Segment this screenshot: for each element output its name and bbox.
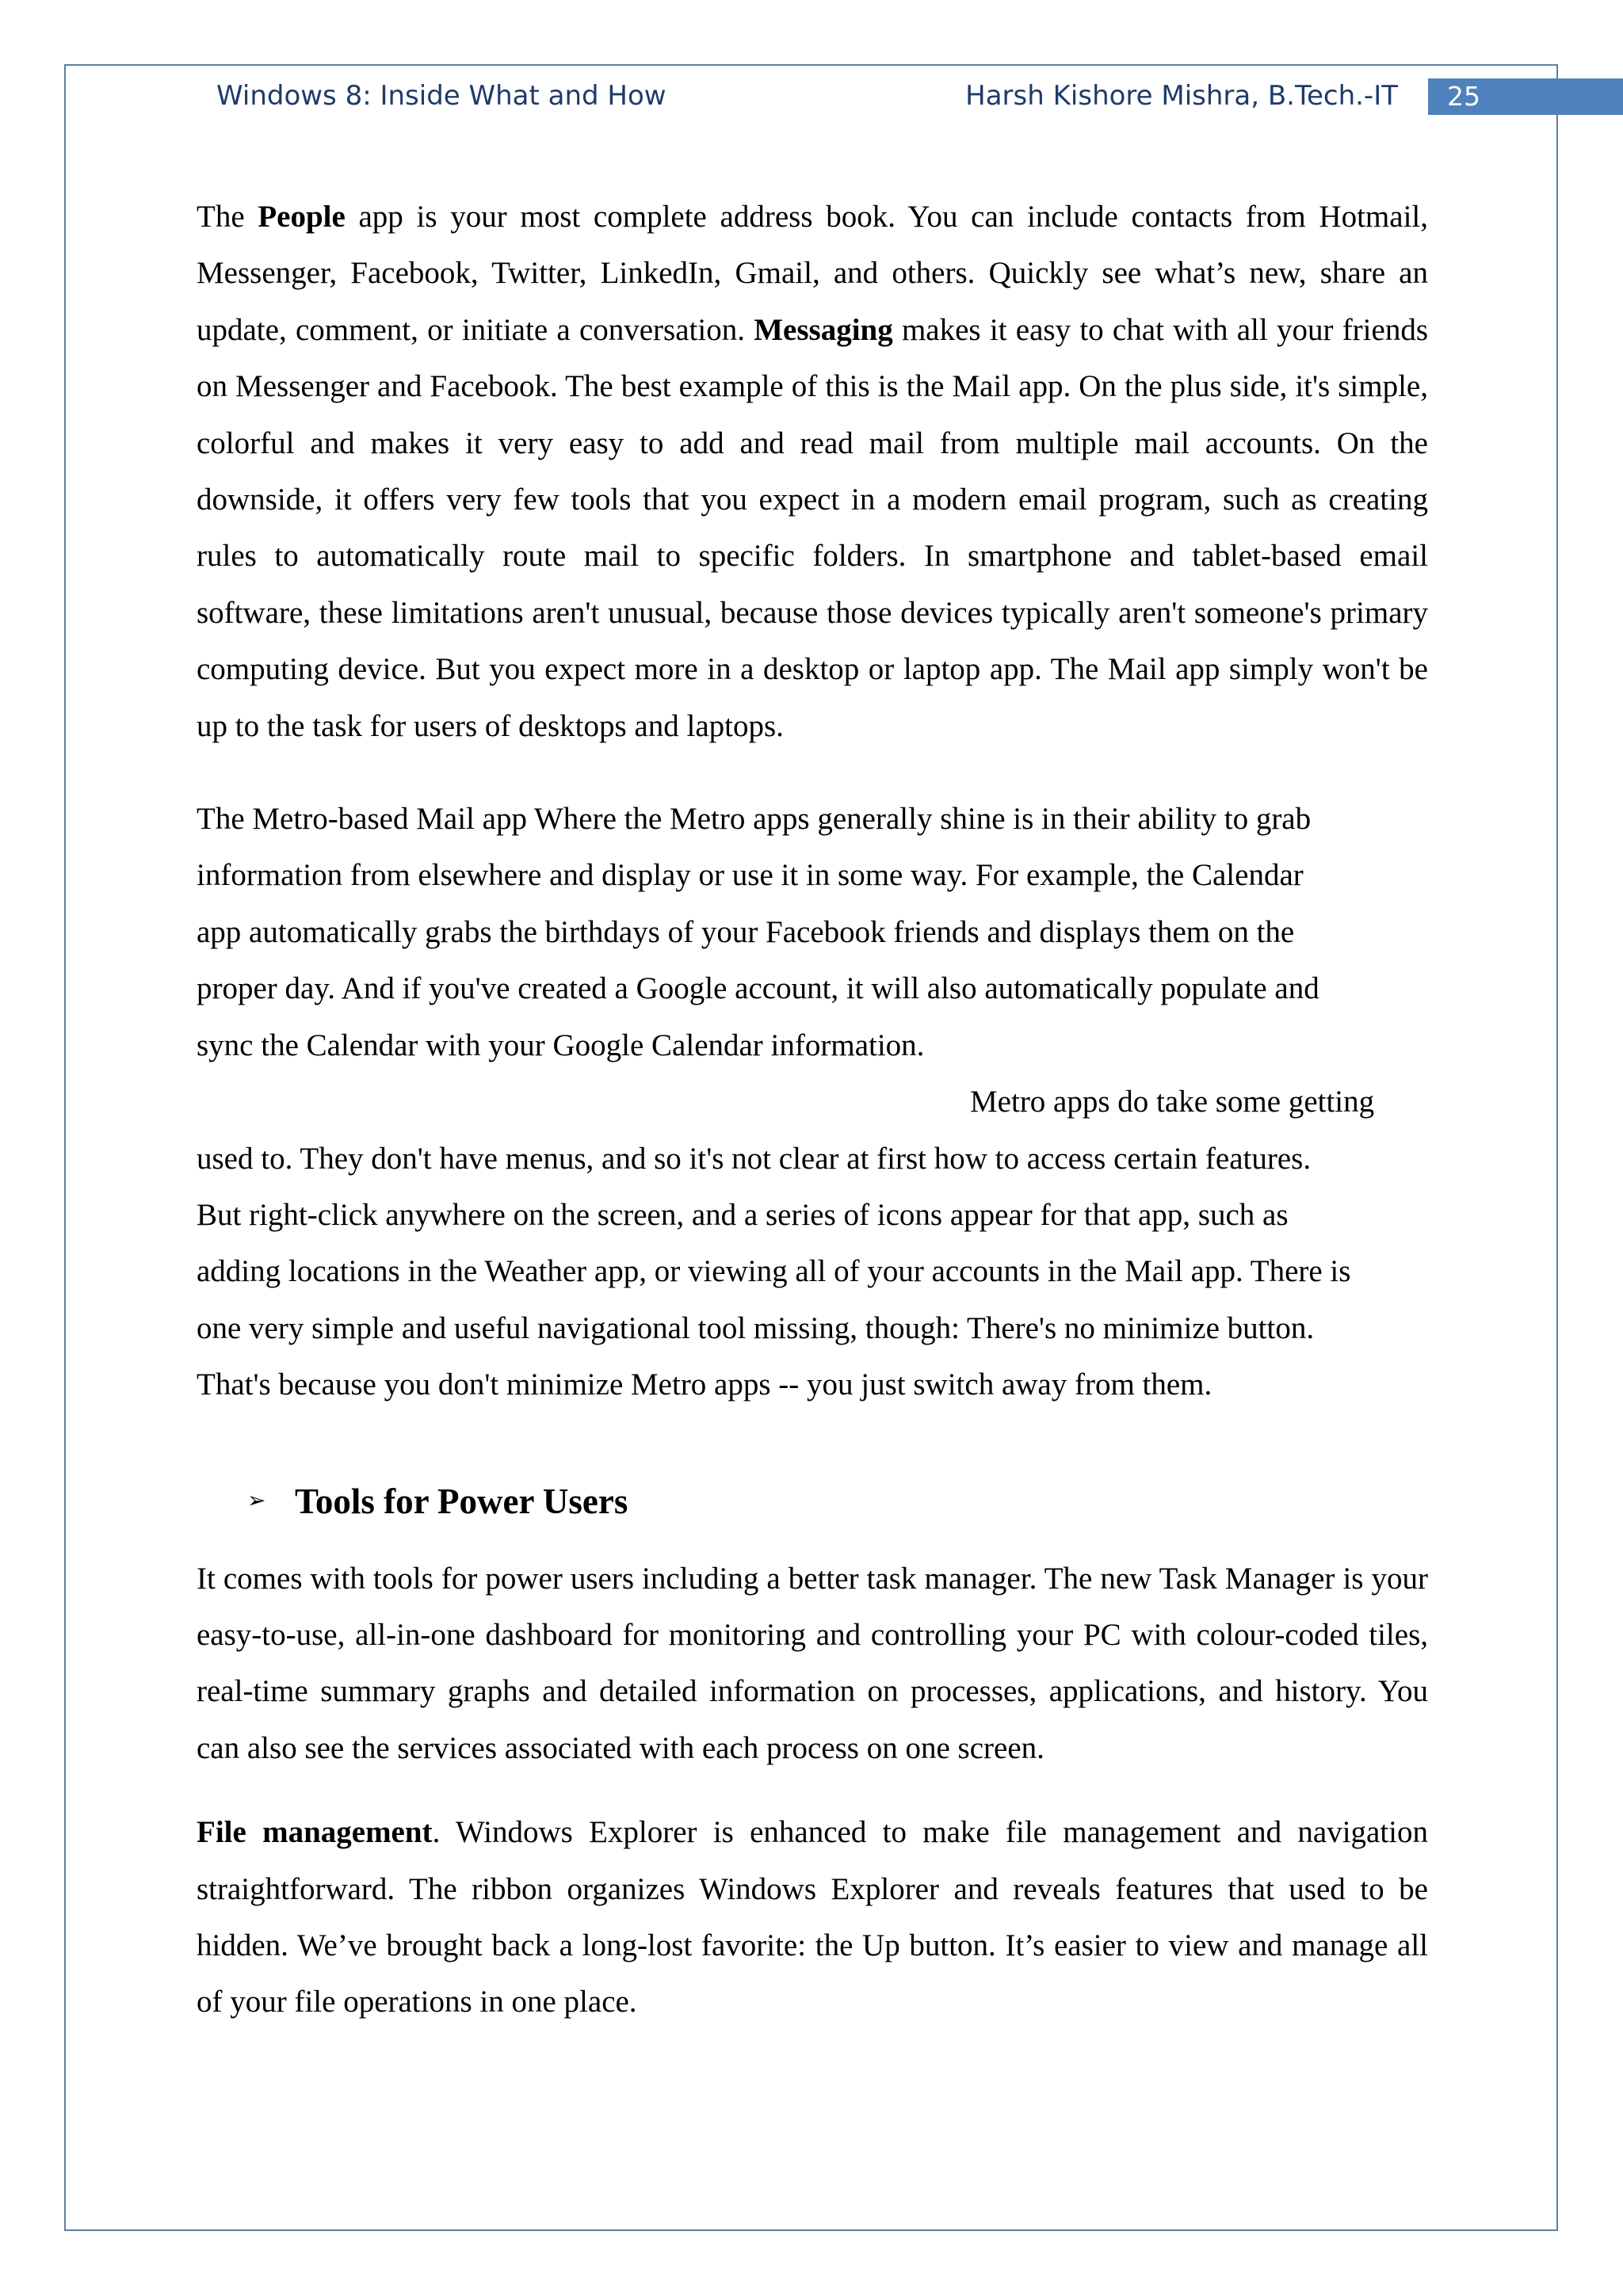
bold-term-file-management: File management — [197, 1815, 433, 1850]
page-content — [197, 189, 1428, 2031]
text-line: app automatically grabs the birthdays of your Facebook friends and displays them on the — [197, 914, 1295, 949]
document-title: Windows 8: Inside What and How — [216, 80, 666, 112]
bold-term-people: People — [258, 200, 346, 234]
text-run: app is your most complete address book. You can include contacts from Hotmail, Messenger, Facebook, Twitter, LinkedIn, Gmail, and others. Quickly see what’s new, share an update, comment, or initiate a conversation. — [197, 200, 1428, 347]
author-credit: Harsh Kishore Mishra, B.Tech.-IT — [965, 80, 1398, 112]
bold-term-messaging: Messaging — [754, 312, 893, 347]
text-run: . Windows Explorer is enhanced to make file management and navigation straightforward. The ribbon organizes Windows Explorer and reveals features that used to be hidden. We’ve brought back a long-lost favorite: the Up button. It’s easier to view and manage all of your file operations in one place. — [197, 1815, 1429, 2019]
text-line: sync the Calendar with your Google Calendar information. — [197, 1028, 925, 1062]
text-line: information from elsewhere and display or use it in some way. For example, the Calendar — [197, 858, 1304, 893]
paragraph-metro-mail — [197, 791, 1428, 1413]
text-line: That's because you don't minimize Metro apps -- you just switch away from them. — [197, 1367, 1212, 1402]
text-line: proper day. And if you've created a Google account, it will also automatically populate and — [197, 971, 1319, 1006]
text-line: one very simple and useful navigational tool missing, though: There's no minimize button. — [197, 1310, 1315, 1345]
arrow-bullet-icon: ➢ — [247, 1488, 266, 1513]
section-heading-text: Tools for Power Users — [295, 1481, 628, 1521]
text-run: The — [197, 200, 258, 234]
text-line-indented: Metro apps do take some getting — [970, 1085, 1375, 1119]
text-line: used to. They don't have menus, and so it's not clear at first how to access certain features. — [197, 1141, 1312, 1176]
text-line: The Metro-based Mail app Where the Metro apps generally shine is in their ability to grab — [197, 802, 1312, 837]
page-number: 25 — [1428, 78, 1623, 115]
paragraph-people-app — [197, 189, 1428, 754]
text-line: But right-click anywhere on the screen, and a series of icons appear for that app, such as — [197, 1197, 1289, 1232]
paragraph-task-manager: It comes with tools for power users including a better task manager. The new Task Manager is your easy-to-use, all-in-one dashboard for monitoring and controlling your PC with colour-coded tiles, real-time summary graphs and detailed information on processes, applications, and history. You can also see the services associated with each process on one screen. — [197, 1561, 1428, 1765]
page-header — [0, 78, 1623, 118]
paragraph-file-management — [197, 1804, 1428, 2031]
section-heading — [197, 1472, 1428, 1531]
text-line: adding locations in the Weather app, or viewing all of your accounts in the Mail app. There is — [197, 1254, 1351, 1289]
text-run: makes it easy to chat with all your friends on Messenger and Facebook. The best example of this is the Mail app. On the plus side, it's simple, colorful and makes it very easy to add and read mail from multiple mail accounts. On the downside, it offers very few tools that you expect in a modern email program, such as creating rules to automatically route mail to specific folders. In smartphone and tablet-based email software, these limitations aren't unusual, because those devices typically aren't someone's primary computing device. But you expect more in a desktop or laptop app. The Mail app simply won't be up to the task for users of desktops and laptops. — [197, 312, 1428, 743]
